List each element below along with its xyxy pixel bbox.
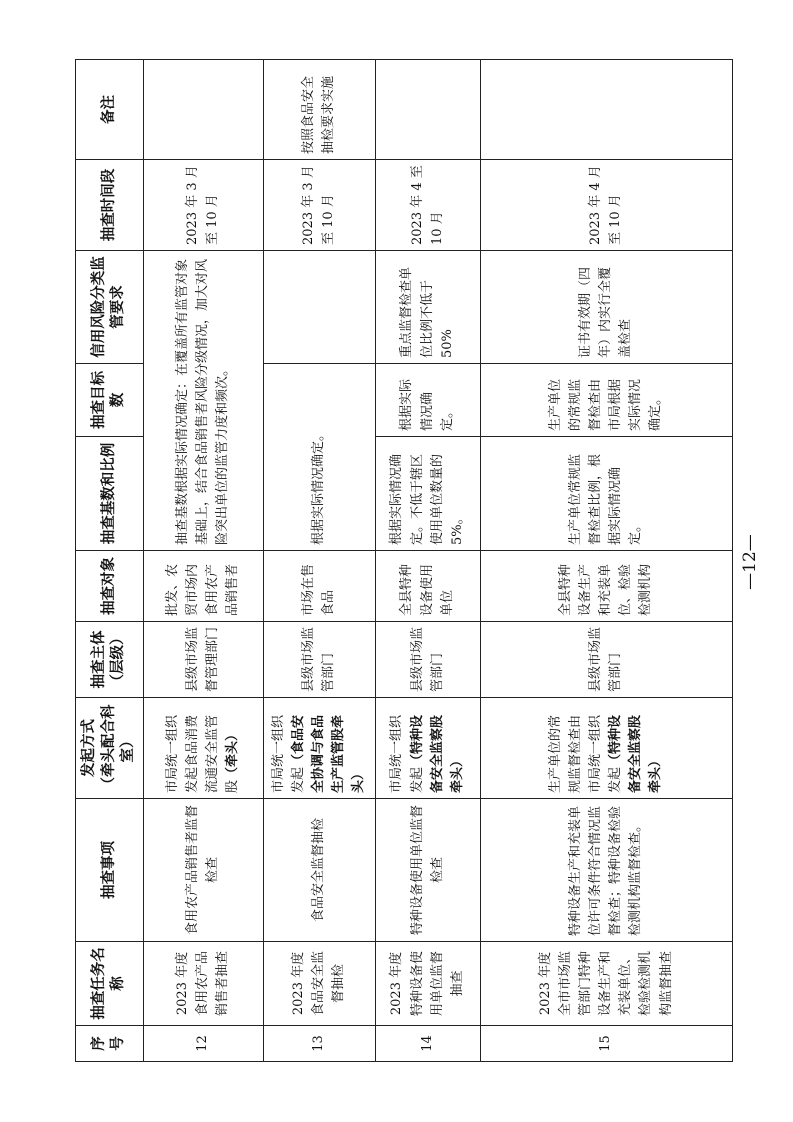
initiation-lead: （特种设备安全监察股牵头） [608, 714, 664, 793]
header-period: 抽查时间段 [76, 160, 144, 251]
row-credit [263, 251, 375, 364]
header-object: 抽查对象 [76, 551, 144, 622]
row-item: 食用农产品销售者监督检查 [143, 799, 263, 942]
row-subject: 县级市场监管部门 [480, 622, 732, 698]
header-initiation-main: 发起方式 [81, 719, 97, 777]
header-task-name: 抽查任务名称 [76, 942, 144, 1026]
row-task-name: 2023 年度食品安全监督抽检 [263, 942, 375, 1026]
row-target: 生产单位的常规监督检查由市局根据实际情况确定。 [480, 364, 732, 437]
row-base: 根据实际情况确定。不低于辖区使用单位数量的 5%。 [375, 437, 480, 551]
header-subject [76, 622, 144, 698]
row-initiation [143, 698, 263, 799]
header-row [76, 60, 144, 1062]
row-seq: 13 [263, 1026, 375, 1062]
initiation-lead: （特种设备安全监察股牵头） [409, 714, 465, 793]
row-object: 全县特种设备生产和充装单位、检验检测机构 [480, 551, 732, 622]
header-target: 抽查目标数 [76, 364, 144, 437]
row-period: 2023 年 4 月至 10 月 [480, 160, 732, 251]
row-base: 根据实际情况确定。 [263, 364, 375, 551]
row-period: 2023 年 4 至 10 月 [375, 160, 480, 251]
table-row [263, 60, 375, 1062]
row-note [143, 60, 263, 160]
row-note: 按照食品安全抽检要求实施 [263, 60, 375, 160]
row-item: 特种设备生产和充装单位许可条件符合情况监督检查；特种设备检验检测机构监督检查。 [480, 799, 732, 942]
row-object: 批发、农贸市场内食用农产品销售者 [143, 551, 263, 622]
row-period: 2023 年 3 月至 10 月 [143, 160, 263, 251]
initiation-text: 生产单位的常规监督检查由市局统一组织发起 [547, 714, 624, 793]
row-item: 特种设备使用单位监督检查 [375, 799, 480, 942]
header-base: 抽查基数和比例 [76, 437, 144, 551]
row-task-name: 2023 年度食用农产品销售者抽查 [143, 942, 263, 1026]
row-note [480, 60, 732, 160]
row-task-name: 2023 年度全市市场监管部门特种设备生产和充装单位、检验检测机构监督抽查 [480, 942, 732, 1026]
page-number: —12— [740, 534, 760, 590]
header-initiation [76, 698, 144, 799]
initiation-lead: （食品安全协调与食品生产监管股牵头） [290, 714, 367, 793]
initiation-text: 市局统一组织发起 [270, 714, 306, 793]
header-subject-sub: （层级） [110, 630, 127, 689]
initiation-lead: （牵头） [225, 727, 241, 780]
row-seq: 12 [143, 1026, 263, 1062]
row-note [375, 60, 480, 160]
row-credit: 重点监督检查单位比例不低于 50% [375, 251, 480, 364]
header-subject-main: 抽查主体 [90, 630, 107, 689]
table-row [143, 60, 263, 1062]
inspection-table [75, 59, 733, 1062]
table-row [480, 60, 732, 1062]
header-seq: 序号 [76, 1026, 144, 1062]
row-initiation [480, 698, 732, 799]
row-shared-base-credit: 抽查基数根据实际情况确定：在覆盖所有监管对象基础上，结合食品销售者风险分级情况，加大对风险突出单位的监管力度和频次。 [143, 251, 263, 551]
row-base: 生产单位常规监督检查比例，根据实际情况确定。 [480, 437, 732, 551]
initiation-text: 市局统一组织发起 [389, 714, 425, 793]
row-period: 2023 年 3 月至 10 月 [263, 160, 375, 251]
header-note: 备注 [76, 60, 144, 160]
table-row [375, 60, 480, 1062]
row-seq: 15 [480, 1026, 732, 1062]
row-subject: 县级市场监管部门 [263, 622, 375, 698]
row-item: 食品安全监督抽检 [263, 799, 375, 942]
row-subject: 县级市场监督管理部门 [143, 622, 263, 698]
row-seq: 14 [375, 1026, 480, 1062]
row-object: 全县特种设备使用单位 [375, 551, 480, 622]
row-task-name: 2023 年度特种设备使用单位监督抽查 [375, 942, 480, 1026]
row-initiation [375, 698, 480, 799]
row-credit: 证书有效期（四年）内实行全覆盖检查 [480, 251, 732, 364]
row-initiation [263, 698, 375, 799]
header-credit: 信用风险分类监管要求 [76, 251, 144, 364]
row-subject: 县级市场监管部门 [375, 622, 480, 698]
row-object: 市场在售食品 [263, 551, 375, 622]
row-target: 根据实际情况确定。 [375, 364, 480, 437]
header-initiation-sub: （牵头配合科室） [100, 704, 137, 792]
initiation-text: 市局统一组织发起食品消费流通安全监管股 [164, 714, 241, 793]
header-item: 抽查事项 [76, 799, 144, 942]
